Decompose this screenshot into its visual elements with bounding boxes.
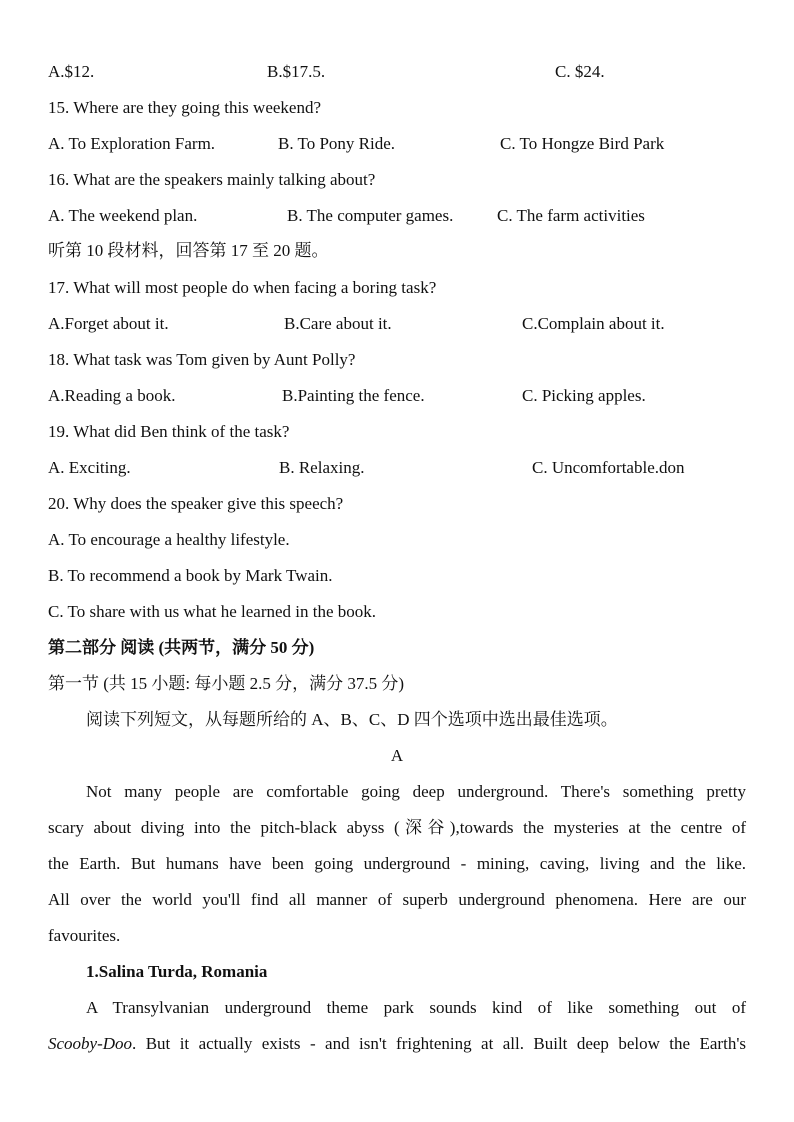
p1-line-2-rest: . But it actually exists - and isn't frightening at all. Built deep below the Earth's <box>132 1034 746 1053</box>
q18-question: 18. What task was Tom given by Aunt Polly? <box>48 350 356 369</box>
q14-option-c: C. $24. <box>555 62 605 81</box>
intro-line-5: favourites. <box>48 926 121 945</box>
q20-option-a: A. To encourage a healthy lifestyle. <box>48 530 290 549</box>
q16-option-a: A. The weekend plan. <box>48 206 198 225</box>
part2-title: 第二部分 阅读 (共两节，满分 50 分) <box>48 638 315 657</box>
q18-option-a: A.Reading a book. <box>48 386 176 405</box>
intro-line-3: the Earth. But humans have been going underground - mining, caving, living and the like. <box>48 854 746 873</box>
intro-line-2: scary about diving into the pitch-black abyss (深谷),towards the mysteries at the centre of <box>48 818 746 837</box>
q20-option-b: B. To recommend a book by Mark Twain. <box>48 566 333 585</box>
q20-option-c: C. To share with us what he learned in the book. <box>48 602 377 621</box>
q17-option-b: B.Care about it. <box>284 314 392 333</box>
q14-option-b: B.$17.5. <box>267 62 326 81</box>
q18-option-b: B.Painting the fence. <box>282 386 425 405</box>
p1-line-1: A Transylvanian underground theme park sounds kind of like something out of <box>86 998 746 1017</box>
q17-option-a: A.Forget about it. <box>48 314 169 333</box>
q16-question: 16. What are the speakers mainly talking about? <box>48 170 376 189</box>
q14-option-a: A.$12. <box>48 62 95 81</box>
q19-option-c: C. Uncomfortable.don <box>532 458 685 477</box>
p1-line-2 <box>48 1026 746 1062</box>
part2-instruction: 阅读下列短文，从每题所给的 A、B、C、D 四个选项中选出最佳选项。 <box>86 710 618 729</box>
q19-option-b: B. Relaxing. <box>279 458 365 477</box>
part2-section1: 第一节 (共 15 小题: 每小题 2.5 分，满分 37.5 分) <box>48 674 405 693</box>
passage-label: A <box>390 746 404 765</box>
intro-line-4: All over the world you'll find all manner of superb underground phenomena. Here are our <box>48 890 746 909</box>
q18-option-c: C. Picking apples. <box>522 386 646 405</box>
q16-option-c: C. The farm activities <box>497 206 645 225</box>
q17-option-c: C.Complain about it. <box>522 314 665 333</box>
section-heading-salina-turda: 1.Salina Turda, Romania <box>86 962 268 981</box>
paragraph-salina-turda <box>48 990 746 1062</box>
q16-option-b: B. The computer games. <box>287 206 454 225</box>
q15-question: 15. Where are they going this weekend? <box>48 98 322 117</box>
section10-instruction: 听第 10 段材料，回答第 17 至 20 题。 <box>48 241 329 260</box>
passage-intro <box>48 774 746 954</box>
q19-option-a: A. Exciting. <box>48 458 131 477</box>
q15-option-c: C. To Hongze Bird Park <box>500 134 665 153</box>
p1-italic-title: Scooby-Doo <box>48 1034 133 1053</box>
q15-option-b: B. To Pony Ride. <box>278 134 396 153</box>
q20-question: 20. Why does the speaker give this speech? <box>48 494 344 513</box>
intro-line-1: Not many people are comfortable going deep underground. There's something pretty <box>86 782 746 801</box>
q19-question: 19. What did Ben think of the task? <box>48 422 290 441</box>
q15-option-a: A. To Exploration Farm. <box>48 134 216 153</box>
q17-question: 17. What will most people do when facing a boring task? <box>48 278 437 297</box>
